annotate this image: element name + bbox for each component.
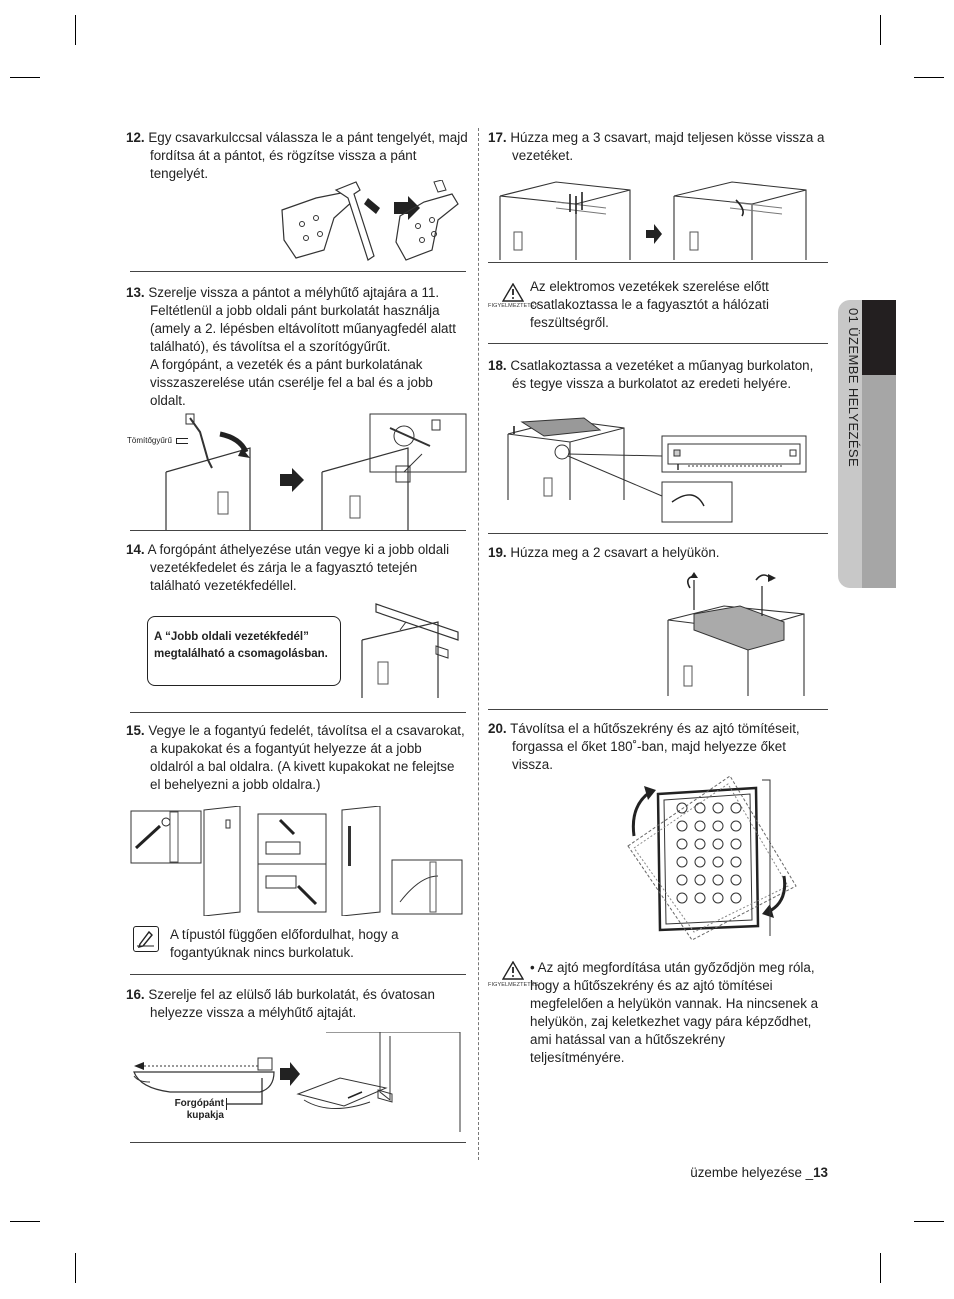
step-text: A forgópánt áthelyezése után vegye ki a jobb oldali vezetékfedelet és zárja le a fagyasztó tetején található vezetékfedéllel.	[147, 542, 450, 593]
warning-text: • Az ajtó megfordítása után győződjön meg róla, hogy a hűtőszekrény és az ajtó tömítései megfelelően a helyükön vannak. Ha nincsenek a helyükön, zaj keletkezhet vagy pára képződhet, ami hatással van a hűtőszekrény teljesítményére.	[530, 960, 819, 1065]
step-16	[126, 986, 468, 1022]
crop-mark	[10, 77, 40, 78]
section-rule	[130, 1142, 466, 1143]
crop-mark	[75, 15, 76, 45]
step-text: Szerelje vissza a pántot a mélyhűtő ajtajára a 11. Feltétlenül a jobb oldali pánt burkolatát használja (amely a 2. lépésben eltávolított műanyagfedél alatt található), és távolítsa el a szorítógyűrűt.	[148, 285, 456, 354]
packaging-note-callout: A “Jobb oldali vezetékfedél” megtalálható a csomagolásban.	[147, 616, 341, 686]
wire-cover-illustration	[358, 600, 468, 698]
chapter-tab-label: 01 ÜZEMBE HELYEZÉSE	[846, 308, 861, 468]
section-rule	[488, 262, 828, 263]
page-number: 13	[813, 1165, 828, 1180]
step-number: 12.	[126, 130, 145, 145]
step-number: 13.	[126, 285, 145, 300]
step-text: Csatlakoztassa a vezetéket a műanyag burkolaton, és tegye vissza a burkolatot az eredeti helyére.	[510, 358, 814, 391]
step-17	[488, 129, 828, 165]
step-15	[126, 722, 468, 794]
section-rule	[130, 974, 466, 975]
step-text-continued: A forgópánt, a vezeték és a pánt burkolatának visszaszerelése után cserélje fel a bal és a jobb oldalt.	[150, 357, 433, 408]
section-rule	[130, 271, 466, 272]
handle-transfer-illustration	[130, 806, 464, 916]
step-19	[488, 544, 828, 562]
freezer-top-screws-illustration	[496, 178, 816, 260]
section-rule	[488, 533, 828, 534]
step-text: Szerelje fel az elülső láb burkolatát, és óvatosan helyezze vissza a mélyhűtő ajtaját.	[148, 987, 435, 1020]
step-text: Húzza meg a 3 csavart, majd teljesen kösse vissza a vezetéket.	[510, 130, 825, 163]
door-hinge-illustration	[160, 412, 468, 530]
cover-screws-illustration	[664, 570, 824, 696]
page-footer	[690, 1165, 828, 1180]
crop-mark	[10, 1221, 40, 1222]
door-gasket-rotation-illustration	[620, 776, 800, 940]
step-text: Húzza meg a 2 csavart a helyükön.	[510, 545, 720, 560]
hinge-wrench-illustration	[276, 180, 466, 270]
step-number: 18.	[488, 358, 507, 373]
step-text: Egy csavarkulccsal válassza le a pánt tengelyét, majd fordítsa át a pántot, és rögzítse vissza a pánt tengelyét.	[148, 130, 468, 181]
step-18	[488, 357, 828, 393]
chapter-tab-marker	[862, 300, 896, 375]
step-text: Vegye le a fogantyú fedelét, távolítsa el a csavarokat, a kupakokat és a fogantyút helyezze át a jobb oldalról a bal oldalra. (A kivett kupakokat ne felejtse el behelyezni a jobb oldalra.)	[148, 723, 465, 792]
crop-mark	[914, 1221, 944, 1222]
step-13	[126, 284, 468, 410]
crop-mark	[914, 77, 944, 78]
step-number: 15.	[126, 723, 145, 738]
step-12	[126, 129, 468, 183]
column-divider	[478, 128, 479, 1160]
hinge-cap-pointer	[226, 1076, 268, 1110]
crop-mark	[880, 1253, 881, 1283]
step-text: Távolítsa el a hűtőszekrény és az ajtó tömítéseit, forgassa el őket 180˚-ban, majd helyezze őket vissza.	[510, 721, 800, 772]
note-icon	[133, 926, 159, 952]
wire-cover-reinstall-illustration	[504, 416, 822, 524]
step-number: 19.	[488, 545, 507, 560]
crop-mark	[75, 1253, 76, 1283]
footer-section-title: üzembe helyezése _	[690, 1165, 814, 1180]
step-14	[126, 541, 468, 595]
section-rule	[130, 712, 466, 713]
step-number: 20.	[488, 721, 507, 736]
section-rule	[488, 709, 828, 710]
step-number: 17.	[488, 130, 507, 145]
section-rule	[130, 530, 466, 531]
crop-mark	[880, 15, 881, 45]
section-rule	[488, 343, 828, 344]
seal-ring-label: Tömítőgyűrű	[127, 436, 188, 445]
step-number: 14.	[126, 542, 145, 557]
step-number: 16.	[126, 987, 145, 1002]
warning-label: FIGYELMEZTETÉS	[488, 303, 539, 309]
chapter-tab-shade	[862, 375, 896, 588]
warning-label: FIGYELMEZTETÉS	[488, 982, 539, 988]
note-text: A típustól függően előfordulhat, hogy a fogantyúknak nincs burkolatuk.	[170, 927, 399, 960]
hinge-cap-label: Forgópánt kupakja	[174, 1098, 224, 1121]
step-20	[488, 720, 828, 774]
warning-text: Az elektromos vezetékek szerelése előtt csatlakoztassa le a fagyasztót a hálózati feszültségről.	[530, 279, 769, 330]
